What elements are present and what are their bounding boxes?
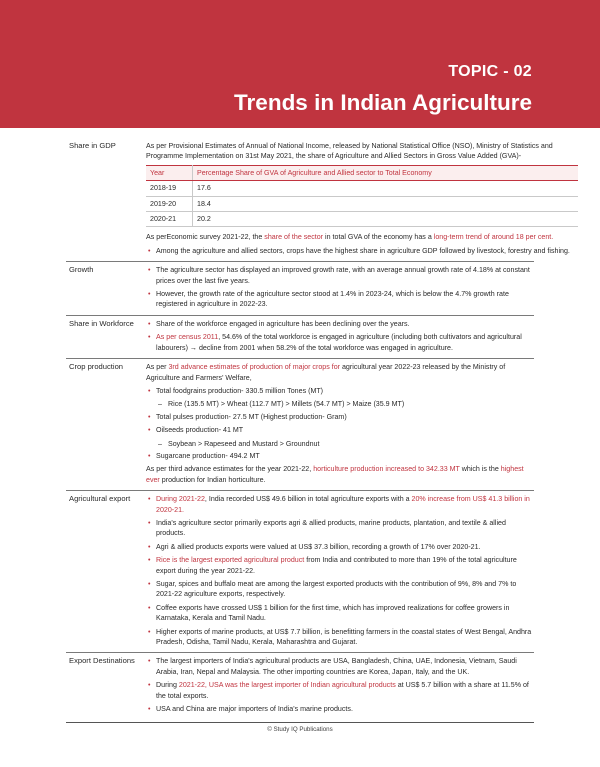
highlight: During 2021-22 — [156, 495, 205, 504]
list-item: • Agri & allied products exports were valued at US$ 37.3 billion, recording a growth of 17% over 2020-21. — [146, 542, 534, 552]
sub-list-item: – Soybean > Rapeseed and Mustard > Groundnut — [146, 439, 534, 449]
text: As per third advance estimates for the year 2021-22, — [146, 465, 314, 474]
highlight: long-term trend of around 18 per cent. — [433, 233, 554, 242]
text: , 54.6% of the total workforce is engaged in agriculture (including both cultivators and agricultural labourers) → decline from 2001 when 58.2% of the total workforce was engaged in agriculture. — [156, 333, 522, 352]
section-body — [146, 319, 534, 356]
crop-outro — [146, 464, 534, 485]
section-label: Crop production — [69, 362, 124, 372]
table-row — [146, 212, 578, 227]
text: During — [156, 681, 179, 690]
list-item: • The largest importers of India's agricultural products are USA, Bangladesh, China, UAE, Indonesia, Vietnam, Saudi Arabia, Iran, Nepal and Malaysia. The other importing countries are Korea, Japan, Italy, and the UK. — [146, 656, 534, 677]
list-item: • Coffee exports have crossed US$ 1 billion for the first time, which has improved realizations for coffee growers in Karnataka, Kerala and Tamil Nadu. — [146, 603, 534, 624]
highlight: As per census 2011 — [156, 333, 219, 342]
text: production for Indian horticulture. — [159, 475, 266, 484]
section-export-destinations — [66, 652, 534, 719]
section-body — [146, 265, 534, 313]
list-item: • Total pulses production- 27.5 MT (Highest production- Gram) — [146, 412, 534, 422]
section-body — [146, 494, 534, 650]
list-item: • Share of the workforce engaged in agriculture has been declining over the years. — [146, 319, 534, 329]
crop-intro — [146, 362, 534, 383]
list-item: • However, the growth rate of the agriculture sector stood at 1.4% in 2023-24, which is below the 4.7% growth rate registered in agriculture in 2022-23. — [146, 289, 534, 310]
section-label: Growth — [69, 265, 94, 275]
list-item: • Sugarcane production- 494.2 MT — [146, 451, 534, 461]
gva-table — [146, 165, 578, 228]
highlight: 20% increase from US$ 41.3 billion in 2020-21. — [156, 495, 530, 514]
section-share-in-gdp — [66, 138, 570, 261]
list-item — [146, 555, 534, 576]
highlight: horticulture production increased to 342.33 MT — [313, 465, 460, 474]
survey-text — [146, 232, 578, 242]
list-item — [146, 332, 534, 353]
list-item — [146, 680, 534, 701]
footer-copyright: © Study IQ Publications — [267, 726, 333, 733]
table-cell: 20.2 — [193, 212, 579, 227]
highlight: highest ever — [146, 465, 524, 484]
section-crop-production — [66, 358, 534, 490]
section-label: Share in Workforce — [69, 318, 134, 328]
footer-divider — [66, 722, 534, 723]
text: agricultural year 2022-23 released by the Ministry of Agriculture and Farmers' Welfare, — [146, 363, 506, 382]
section-label: Agricultural export — [69, 494, 131, 504]
section-body — [146, 656, 534, 717]
text: in total GVA of the economy has a — [323, 233, 434, 242]
gdp-intro: As per Provisional Estimates of Annual of National Income, released by National Statistical Office (NSO), Ministry of Statistics and Programme Implementation on 31st May 2021, the share of Agriculture and Allied Sectors in Gross Value Added (GVA)- — [146, 142, 553, 161]
list-item: • Sugar, spices and buffalo meat are among the largest exported products with the contribution of 9%, 8% and 7% to 2021-22 agriculture exports, respectively. — [146, 579, 534, 600]
section-body — [146, 141, 578, 259]
content-table — [66, 138, 570, 719]
text: As per — [146, 363, 169, 372]
table-header: Year — [146, 165, 193, 180]
section-agricultural-export — [66, 490, 534, 652]
list-item: • USA and China are major importers of India's marine products. — [146, 704, 534, 714]
text: , India recorded US$ 49.6 billion in total agriculture exports with a — [204, 495, 412, 504]
list-item: • Among the agriculture and allied sectors, crops have the highest share in agriculture GDP followed by livestock, forestry and fishing. — [146, 246, 578, 256]
text: which is the — [459, 465, 501, 474]
topic-number: TOPIC - 02 — [448, 63, 532, 80]
table-row — [146, 196, 578, 211]
table-cell: 2020-21 — [146, 212, 193, 227]
highlight: 3rd advance estimates of production of major crops for — [168, 363, 341, 372]
text: As perEconomic survey 2021-22, the — [146, 233, 265, 242]
list-item: • Oilseeds production- 41 MT — [146, 425, 534, 435]
table-cell: 2019-20 — [146, 196, 193, 211]
table-cell: 2018-19 — [146, 181, 193, 196]
table-cell: 18.4 — [193, 196, 579, 211]
highlight: share of the sector — [264, 233, 324, 242]
table-header: Percentage Share of GVA of Agriculture and Allied sector to Total Economy — [193, 165, 579, 180]
text: from India and contributed to more than 19% of the total agriculture export during the year 2021-22. — [156, 556, 517, 575]
header-banner — [0, 0, 600, 128]
table-row — [146, 181, 578, 196]
page-title: Trends in Indian Agriculture — [234, 90, 532, 115]
list-item: • Higher exports of marine products, at US$ 7.7 billion, is benefitting farmers in the coastal states of West Bengal, Andhra Pradesh, Odisha, Tamil Nadu, Kerala, Maharashtra and Gujarat. — [146, 627, 534, 648]
section-share-in-workforce — [66, 315, 534, 358]
list-item: • Total foodgrains production- 330.5 million Tones (MT) — [146, 386, 534, 396]
section-label: Share in GDP — [69, 141, 116, 150]
list-item: • India's agriculture sector primarily exports agri & allied products, marine products, plantation, and textile & allied products. — [146, 518, 534, 539]
highlight: 2021-22, USA was the largest importer of Indian agricultural products — [178, 681, 396, 690]
text: at US$ 5.7 billion with a share at 11.5% of the total exports. — [156, 681, 529, 700]
highlight: Rice is the largest exported agricultural product — [156, 556, 305, 565]
sub-list-item: – Rice (135.5 MT) > Wheat (112.7 MT) > Millets (54.7 MT) > Maize (35.9 MT) — [146, 399, 534, 409]
section-growth — [66, 261, 534, 315]
list-item: • The agriculture sector has displayed an improved growth rate, with an average annual growth rate of 4.18% at constant prices over the last five years. — [146, 265, 534, 286]
table-cell: 17.6 — [193, 181, 579, 196]
list-item — [146, 494, 534, 515]
section-label: Export Destinations — [69, 656, 135, 666]
section-body — [146, 362, 534, 488]
